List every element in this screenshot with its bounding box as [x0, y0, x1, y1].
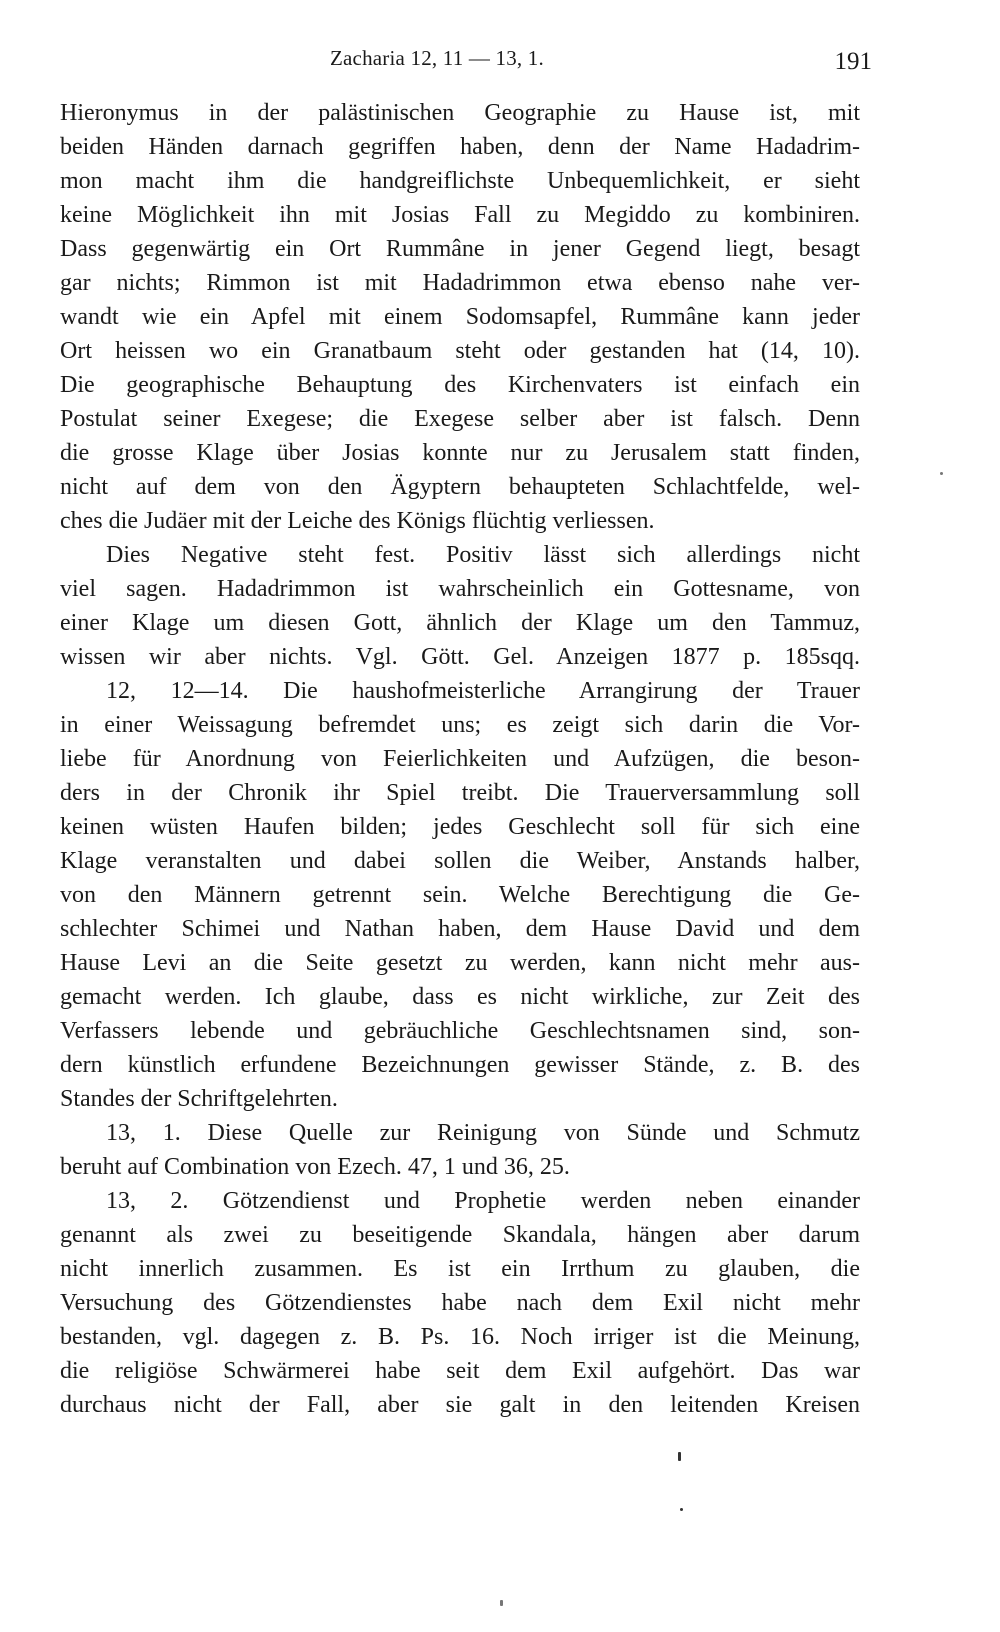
text-line: wandt wie ein Apfel mit einem Sodomsapfel, Rummâne kann jeder — [60, 304, 860, 330]
text-line: beruht auf Combination von Ezech. 47, 1 und 36, 25. — [60, 1154, 570, 1180]
page-header — [60, 40, 872, 80]
text-line: 12, 12—14. Die haushofmeisterliche Arrangirung der Trauer — [106, 678, 860, 704]
print-speck — [500, 1600, 503, 1606]
text-line: gar nichts; Rimmon ist mit Hadadrimmon etwa ebenso nahe ver- — [60, 270, 860, 296]
text-line: gemacht werden. Ich glaube, dass es nicht wirkliche, zur Zeit des — [60, 984, 860, 1010]
text-line: nicht innerlich zusammen. Es ist ein Irrthum zu glauben, die — [60, 1256, 860, 1282]
text-line: Dies Negative steht fest. Positiv lässt sich allerdings nicht — [106, 542, 860, 568]
text-line: von den Männern getrennt sein. Welche Berechtigung die Ge- — [60, 882, 860, 908]
text-line: ders in der Chronik ihr Spiel treibt. Die Trauerversammlung soll — [60, 780, 860, 806]
text-line: nicht auf dem von den Ägyptern behaupteten Schlachtfelde, wel- — [60, 474, 860, 500]
body-text — [60, 96, 860, 1422]
text-line: Verfassers lebende und gebräuchliche Geschlechtsnamen sind, son- — [60, 1018, 860, 1044]
text-line: dern künstlich erfundene Bezeichnungen gewisser Stände, z. B. des — [60, 1052, 860, 1078]
page-number: 191 — [834, 48, 872, 75]
text-line: Die geographische Behauptung des Kirchenvaters ist einfach ein — [60, 372, 860, 398]
text-line: Hause Levi an die Seite gesetzt zu werden, kann nicht mehr aus- — [60, 950, 860, 976]
text-line: die grosse Klage über Josias konnte nur zu Jerusalem statt finden, — [60, 440, 860, 466]
text-line: liebe für Anordnung von Feierlichkeiten und Aufzügen, die beson- — [60, 746, 860, 772]
text-line: bestanden, vgl. dagegen z. B. Ps. 16. Noch irriger ist die Meinung, — [60, 1324, 860, 1350]
text-line: mon macht ihm die handgreiflichste Unbequemlichkeit, er sieht — [60, 168, 860, 194]
text-line: die religiöse Schwärmerei habe seit dem Exil aufgehört. Das war — [60, 1358, 860, 1384]
print-speck — [678, 1452, 681, 1461]
text-line: 13, 1. Diese Quelle zur Reinigung von Sünde und Schmutz — [106, 1120, 860, 1146]
text-line: Ort heissen wo ein Granatbaum steht oder gestanden hat (14, 10). — [60, 338, 860, 364]
text-line: ches die Judäer mit der Leiche des Königs flüchtig verliessen. — [60, 508, 655, 534]
text-line: in einer Weissagung befremdet uns; es zeigt sich darin die Vor- — [60, 712, 860, 738]
text-line: Postulat seiner Exegese; die Exegese selber aber ist falsch. Denn — [60, 406, 860, 432]
running-head: Zacharia 12, 11 — 13, 1. — [330, 46, 544, 70]
text-line: wissen wir aber nichts. Vgl. Gött. Gel. Anzeigen 1877 p. 185sqq. — [60, 644, 860, 670]
text-line: Hieronymus in der palästinischen Geographie zu Hause ist, mit — [60, 100, 860, 126]
text-line: Standes der Schriftgelehrten. — [60, 1086, 338, 1112]
text-line: beiden Händen darnach gegriffen haben, denn der Name Hadadrim- — [60, 134, 860, 160]
text-line: Dass gegenwärtig ein Ort Rummâne in jener Gegend liegt, besagt — [60, 236, 860, 262]
text-line: viel sagen. Hadadrimmon ist wahrscheinlich ein Gottesname, von — [60, 576, 860, 602]
text-line: durchaus nicht der Fall, aber sie galt in den leitenden Kreisen — [60, 1392, 860, 1418]
text-line: keinen wüsten Haufen bilden; jedes Geschlecht soll für sich eine — [60, 814, 860, 840]
text-line: Klage veranstalten und dabei sollen die Weiber, Anstands halber, — [60, 848, 860, 874]
print-speck — [940, 472, 943, 475]
text-line: schlechter Schimei und Nathan haben, dem Hause David und dem — [60, 916, 860, 942]
text-line: 13, 2. Götzendienst und Prophetie werden neben einander — [106, 1188, 860, 1214]
text-line: Versuchung des Götzendienstes habe nach dem Exil nicht mehr — [60, 1290, 860, 1316]
text-line: keine Möglichkeit ihn mit Josias Fall zu Megiddo zu kombiniren. — [60, 202, 860, 228]
text-line: einer Klage um diesen Gott, ähnlich der Klage um den Tammuz, — [60, 610, 860, 636]
print-speck — [680, 1508, 683, 1511]
text-line: genannt als zwei zu beseitigende Skandala, hängen aber darum — [60, 1222, 860, 1248]
